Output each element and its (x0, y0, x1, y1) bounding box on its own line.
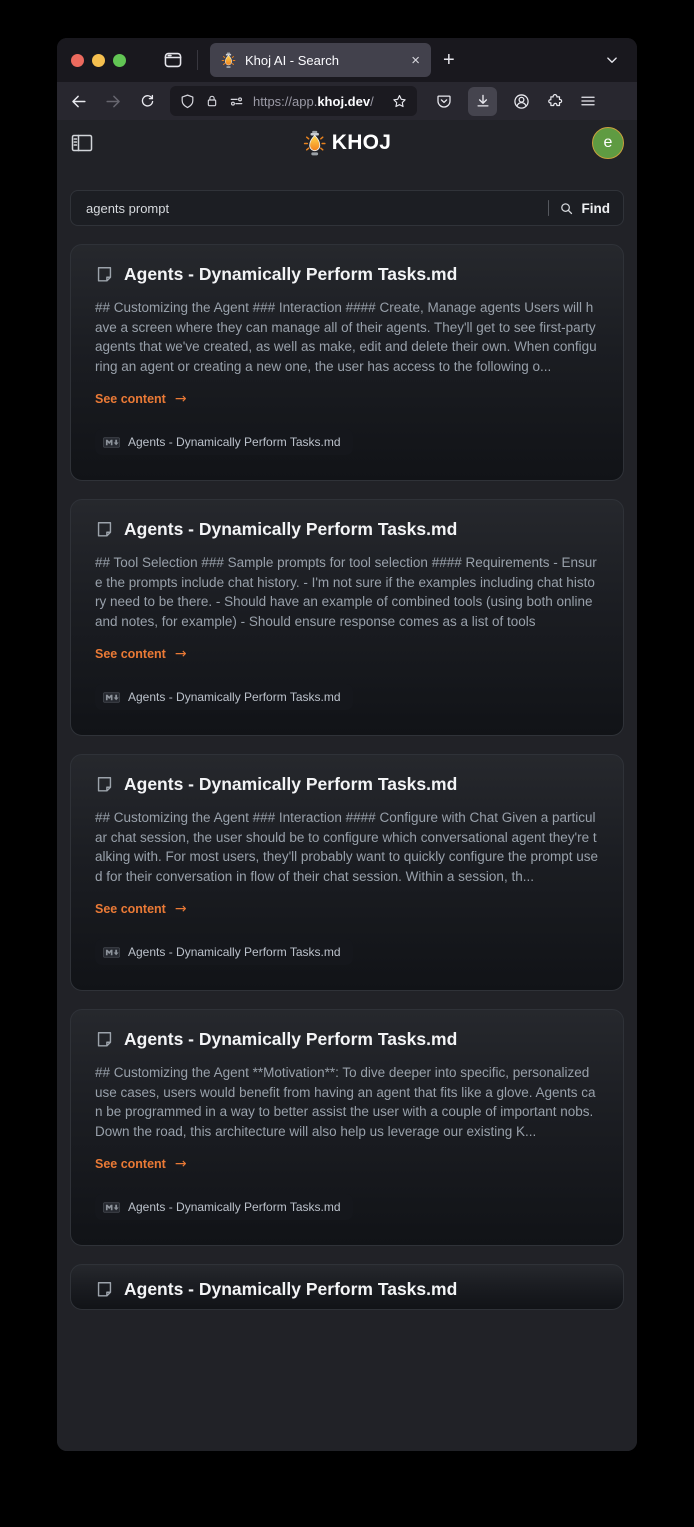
chip-row (95, 1194, 599, 1220)
arrow-right-icon: → (174, 1156, 187, 1172)
note-file-icon (95, 1030, 114, 1049)
search-icon (559, 201, 574, 216)
tab-close-icon[interactable]: × (411, 51, 420, 69)
result-title: Agents - Dynamically Perform Tasks.md (124, 1029, 458, 1049)
permissions-icon[interactable] (228, 93, 245, 110)
card-title-row (95, 1029, 599, 1050)
card-title-row (95, 519, 599, 540)
result-snippet: ## Customizing the Agent **Motivation**: To dive deeper into specific, personalized use cases, users would benefit from having an agent that fits like a glove. Agents can be programmed in a way to better assist the user with a couple of important nobs. Down the road, this architecture will also help us leverage our existing K... (95, 1065, 596, 1139)
account-icon[interactable] (512, 92, 531, 111)
download-icon (474, 92, 492, 110)
arrow-right-icon: → (174, 391, 187, 407)
traffic-lights (71, 54, 126, 67)
back-icon[interactable] (69, 92, 88, 111)
result-card (70, 1009, 624, 1246)
result-card (70, 754, 624, 991)
logo-wordmark: KHOJ (331, 131, 392, 154)
sidebar-toggle-icon[interactable] (70, 131, 94, 155)
tab-overflow-chevron-icon[interactable] (603, 51, 621, 69)
url-domain: khoj.dev (317, 93, 371, 109)
arrow-right-icon: → (174, 901, 187, 917)
search-input[interactable] (86, 201, 548, 216)
bookmark-star-icon[interactable] (391, 93, 408, 110)
search-results (70, 244, 624, 1310)
see-content-label: See content (95, 392, 166, 406)
forward-icon[interactable] (104, 92, 123, 111)
markdown-icon (103, 692, 120, 703)
url-bar[interactable] (170, 86, 417, 116)
url-prefix: https://app. (253, 93, 318, 109)
chip-row (95, 939, 599, 965)
markdown-icon (103, 1202, 120, 1213)
lock-icon[interactable] (204, 93, 220, 109)
avatar[interactable]: e (592, 127, 624, 159)
file-chip-label: Agents - Dynamically Perform Tasks.md (128, 1200, 341, 1214)
khoj-logo[interactable] (303, 130, 392, 157)
search-bar (70, 190, 624, 226)
url-suffix: / (370, 93, 374, 109)
file-chip[interactable] (95, 429, 353, 455)
navigation-toolbar (57, 82, 637, 120)
arrow-right-icon: → (174, 646, 187, 662)
find-label: Find (581, 200, 610, 216)
card-title-row (95, 774, 599, 795)
app-header (70, 120, 624, 156)
note-file-icon (95, 1280, 114, 1299)
note-file-icon (95, 775, 114, 794)
see-content-link[interactable] (95, 646, 187, 662)
result-card (70, 244, 624, 481)
result-title: Agents - Dynamically Perform Tasks.md (124, 1279, 458, 1299)
zoom-window-button[interactable] (113, 54, 126, 67)
tab-divider (197, 50, 198, 70)
extensions-puzzle-icon[interactable] (546, 92, 564, 110)
result-snippet: ## Customizing the Agent ### Interaction #### Create, Manage agents Users will have a screen where they can manage all of their agents. They'll get to see first-party agents that we've created, as well as make, edit and delete their own. When configuring an agent or creating a new one, the user has access to the following o... (95, 300, 597, 374)
chip-row (95, 684, 599, 710)
result-title: Agents - Dynamically Perform Tasks.md (124, 264, 458, 284)
note-file-icon (95, 265, 114, 284)
file-chip[interactable] (95, 684, 353, 710)
card-title-row (95, 264, 599, 285)
result-snippet: ## Customizing the Agent ### Interaction #### Configure with Chat Given a particular chat session, the user should be to configure which conversational agent they're talking with. For most users, they'll probably want to quickly configure the prompt used for their conversation in flow of their chat session. Within a session, th... (95, 810, 599, 884)
close-window-button[interactable] (71, 54, 84, 67)
minimize-window-button[interactable] (92, 54, 105, 67)
browser-window (57, 38, 637, 1451)
see-content-link[interactable] (95, 901, 187, 917)
active-tab[interactable] (210, 43, 431, 77)
url-text[interactable] (253, 94, 387, 109)
see-content-link[interactable] (95, 391, 187, 407)
result-card (70, 1264, 624, 1310)
find-divider (548, 200, 549, 216)
new-tab-button[interactable]: + (443, 48, 455, 71)
chip-row (95, 429, 599, 455)
reload-icon[interactable] (139, 93, 156, 110)
tab-title: Khoj AI - Search (245, 52, 339, 68)
see-content-label: See content (95, 647, 166, 661)
menu-hamburger-icon[interactable] (579, 92, 597, 110)
see-content-link[interactable] (95, 1156, 187, 1172)
file-chip-label: Agents - Dynamically Perform Tasks.md (128, 945, 341, 959)
khoj-app (57, 120, 637, 1451)
tab-bar (57, 38, 637, 82)
pocket-icon[interactable] (435, 92, 453, 110)
result-title: Agents - Dynamically Perform Tasks.md (124, 774, 458, 794)
find-button[interactable] (548, 200, 611, 216)
result-card (70, 499, 624, 736)
file-chip[interactable] (95, 1194, 353, 1220)
card-title-row (95, 1279, 599, 1300)
see-content-label: See content (95, 902, 166, 916)
tracking-shield-icon[interactable] (179, 93, 196, 110)
file-chip[interactable] (95, 939, 353, 965)
result-snippet: ## Tool Selection ### Sample prompts for tool selection #### Requirements - Ensure the prompts include chat history. - I'm not sure if the examples including chat history need to be there. - Should have an example of combined tools (using both online and notes, for example) - Should ensure response comes as a list of tools (95, 555, 597, 629)
note-file-icon (95, 520, 114, 539)
khoj-favicon (221, 52, 236, 69)
firefox-view-icon[interactable] (162, 49, 184, 71)
result-title: Agents - Dynamically Perform Tasks.md (124, 519, 458, 539)
markdown-icon (103, 437, 120, 448)
khoj-lantern-icon (303, 130, 327, 157)
markdown-icon (103, 947, 120, 958)
file-chip-label: Agents - Dynamically Perform Tasks.md (128, 690, 341, 704)
downloads-button[interactable] (468, 87, 497, 116)
see-content-label: See content (95, 1157, 166, 1171)
file-chip-label: Agents - Dynamically Perform Tasks.md (128, 435, 341, 449)
